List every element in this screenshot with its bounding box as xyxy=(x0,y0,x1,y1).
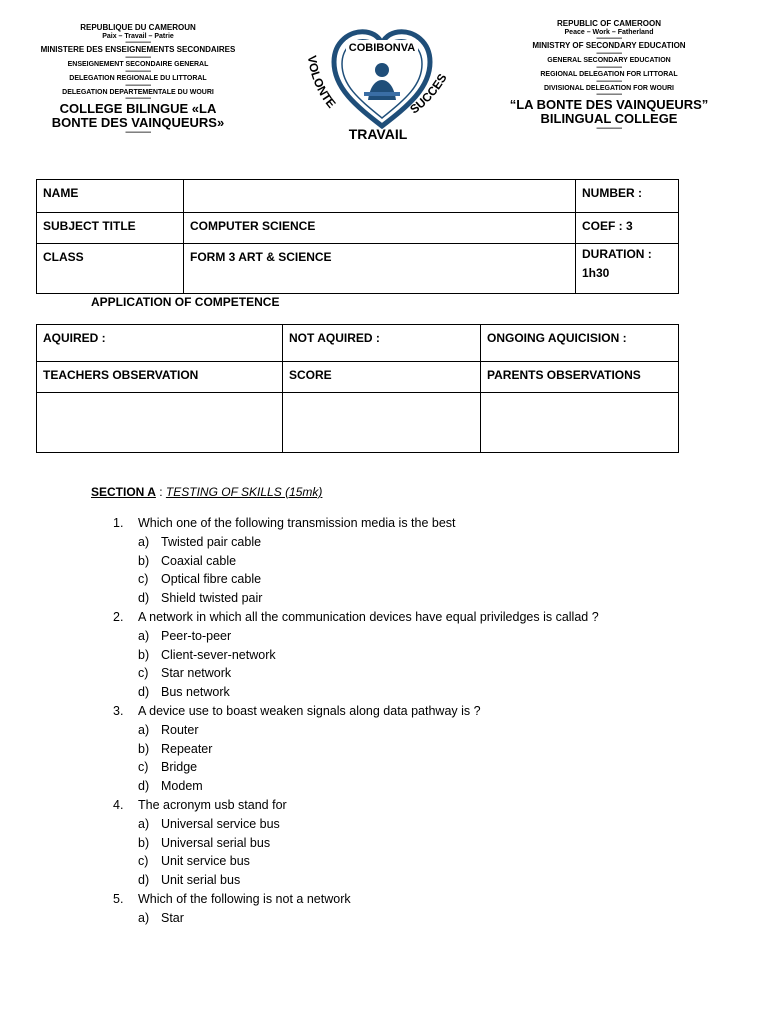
separator: ----------------- xyxy=(596,36,622,43)
option-text: Star xyxy=(161,910,184,925)
ministry-en: MINISTRY OF SECONDARY EDUCATION xyxy=(532,41,686,51)
option xyxy=(113,589,599,608)
option-text: Client-sever-network xyxy=(161,647,276,662)
competence-table xyxy=(36,324,679,453)
logo-name: COBIBONVA xyxy=(348,42,416,54)
option-text: Bus network xyxy=(161,685,230,700)
option-letter: d) xyxy=(138,591,150,606)
ministry-fr: MINISTERE DES ENSEIGNEMENTS SECONDAIRES xyxy=(40,45,236,55)
regional-fr: DELEGATION REGIONALE DU LITTORAL xyxy=(69,74,207,82)
branch-fr: ENSEIGNEMENT SECONDAIRE GENERAL xyxy=(67,61,209,69)
question-number: 3. xyxy=(113,703,124,718)
option-text: Router xyxy=(161,722,199,737)
option-letter: c) xyxy=(138,854,149,869)
duration-cell xyxy=(576,244,679,294)
option-text: Shield twisted pair xyxy=(161,591,263,606)
option-letter: c) xyxy=(138,760,149,775)
option-letter: c) xyxy=(138,572,149,587)
option-letter: a) xyxy=(138,910,150,925)
option-text: Unit serial bus xyxy=(161,873,241,888)
question-number: 4. xyxy=(113,797,124,812)
option-text: Coaxial cable xyxy=(161,553,237,568)
question-number: 2. xyxy=(113,609,124,624)
school-name-en-2: BILINGUAL COLLEGE xyxy=(540,110,678,126)
section-separator: : xyxy=(155,485,166,499)
question xyxy=(113,890,599,909)
question xyxy=(113,796,599,815)
option-text: Peer-to-peer xyxy=(161,628,232,643)
section-heading xyxy=(91,485,322,499)
section-title: TESTING OF SKILLS (15mk) xyxy=(165,485,323,499)
option xyxy=(113,777,599,796)
option-letter: a) xyxy=(138,816,150,831)
option-letter: b) xyxy=(138,647,150,662)
option xyxy=(113,683,599,702)
question-text: The acronym usb stand for xyxy=(138,797,287,812)
option-letter: b) xyxy=(138,835,150,850)
option-text: Universal serial bus xyxy=(161,835,271,850)
question-text: Which one of the following transmission media is the best xyxy=(138,516,456,530)
separator: ----------------- xyxy=(596,125,622,132)
option xyxy=(113,852,599,871)
option xyxy=(113,721,599,740)
question-text: A network in which all the communication devices have equal priviledges is callad ? xyxy=(138,609,599,624)
figure-icon xyxy=(364,63,400,100)
class-label: CLASS xyxy=(37,244,184,294)
regional-en: REGIONAL DELEGATION FOR LITTORAL xyxy=(540,70,678,78)
option xyxy=(113,834,599,853)
separator: ----------------- xyxy=(125,55,151,62)
teachers-observation-field[interactable] xyxy=(37,393,283,453)
not-aquired-cell[interactable]: NOT AQUIRED : xyxy=(283,325,481,362)
parents-observation-label: PARENTS OBSERVATIONS xyxy=(481,362,679,393)
option-letter: a) xyxy=(138,722,150,737)
divisional-fr: DELEGATION DEPARTEMENTALE DU WOURI xyxy=(62,88,214,96)
parents-observation-field[interactable] xyxy=(481,393,679,453)
separator: ----------------- xyxy=(596,64,622,71)
header-right xyxy=(494,20,724,132)
question xyxy=(113,514,599,533)
option xyxy=(113,664,599,683)
school-logo xyxy=(294,20,470,144)
logo-left-word: VOLONTE xyxy=(304,54,339,111)
option-text: Repeater xyxy=(161,741,213,756)
motto-fr: Paix – Travail – Patrie xyxy=(102,32,174,40)
class-value: FORM 3 ART & SCIENCE xyxy=(184,244,576,294)
option-text: Twisted pair cable xyxy=(161,534,262,549)
separator: ----------------- xyxy=(125,129,151,136)
number-label[interactable]: NUMBER : xyxy=(576,180,679,213)
separator: ----------------- xyxy=(125,82,151,89)
section-label: SECTION A xyxy=(91,485,156,499)
competence-title: APPLICATION OF COMPETENCE xyxy=(91,295,280,309)
ongoing-cell[interactable]: ONGOING AQUICISION : xyxy=(481,325,679,362)
question xyxy=(113,608,599,627)
option xyxy=(113,552,599,571)
option xyxy=(113,646,599,665)
option-text: Modem xyxy=(161,779,203,794)
separator: ----------------- xyxy=(596,78,622,85)
logo-bottom-word: TRAVAIL xyxy=(348,126,408,142)
divisional-en: DIVISIONAL DELEGATION FOR WOURI xyxy=(543,84,675,92)
separator: ----------------- xyxy=(596,92,622,99)
duration-value: 1h30 xyxy=(582,266,610,280)
coef-value: COEF : 3 xyxy=(576,213,679,244)
republic-en: REPUBLIC OF CAMEROON xyxy=(557,19,661,28)
option xyxy=(113,871,599,890)
subject-label: SUBJECT TITLE xyxy=(37,213,184,244)
duration-label: DURATION : xyxy=(582,247,652,261)
separator: ----------------- xyxy=(596,51,622,58)
option-letter: d) xyxy=(138,685,150,700)
option-letter: a) xyxy=(138,534,150,549)
subject-value: COMPUTER SCIENCE xyxy=(184,213,576,244)
header-left xyxy=(20,24,256,136)
school-name-en-1: “LA BONTE DES VAINQUEURS” xyxy=(509,97,709,113)
option-letter: c) xyxy=(138,666,149,681)
option xyxy=(113,815,599,834)
question-text: A device use to boast weaken signals along data pathway is ? xyxy=(138,703,481,718)
logo-right-word: SUCCES xyxy=(407,71,450,117)
option-letter: d) xyxy=(138,873,150,888)
question xyxy=(113,702,599,721)
option xyxy=(113,740,599,759)
separator: ----------------- xyxy=(125,40,151,47)
option-text: Universal service bus xyxy=(161,816,280,831)
score-label: SCORE xyxy=(283,362,481,393)
option-text: Unit service bus xyxy=(161,854,250,869)
school-name-fr-2: BONTE DES VAINQUEURS» xyxy=(51,114,225,130)
option xyxy=(113,570,599,589)
aquired-cell[interactable]: AQUIRED : xyxy=(37,325,283,362)
option xyxy=(113,758,599,777)
question-number: 1. xyxy=(113,516,124,530)
option xyxy=(113,533,599,552)
name-label: NAME xyxy=(37,180,184,213)
option-text: Bridge xyxy=(161,760,198,775)
option-letter: b) xyxy=(138,553,150,568)
option-letter: b) xyxy=(138,741,150,756)
teachers-observation-label: TEACHERS OBSERVATION xyxy=(37,362,283,393)
option-letter: a) xyxy=(138,628,150,643)
option xyxy=(113,627,599,646)
option-letter: d) xyxy=(138,779,150,794)
republic-fr: REPUBLIQUE DU CAMEROUN xyxy=(80,23,196,32)
motto-en: Peace – Work – Fatherland xyxy=(564,28,654,36)
branch-en: GENERAL SECONDARY EDUCATION xyxy=(547,57,671,65)
student-info-table xyxy=(36,179,679,294)
score-field[interactable] xyxy=(283,393,481,453)
question-text: Which of the following is not a network xyxy=(138,891,351,906)
question-number: 5. xyxy=(113,891,124,906)
separator: ----------------- xyxy=(125,68,151,75)
name-field[interactable] xyxy=(184,180,576,213)
school-name-fr-1: COLLEGE BILINGUE «LA xyxy=(59,101,217,117)
separator: ----------------- xyxy=(125,96,151,103)
option-text: Optical fibre cable xyxy=(161,572,262,587)
option xyxy=(113,909,599,928)
question-list xyxy=(113,514,599,928)
option-text: Star network xyxy=(161,666,232,681)
